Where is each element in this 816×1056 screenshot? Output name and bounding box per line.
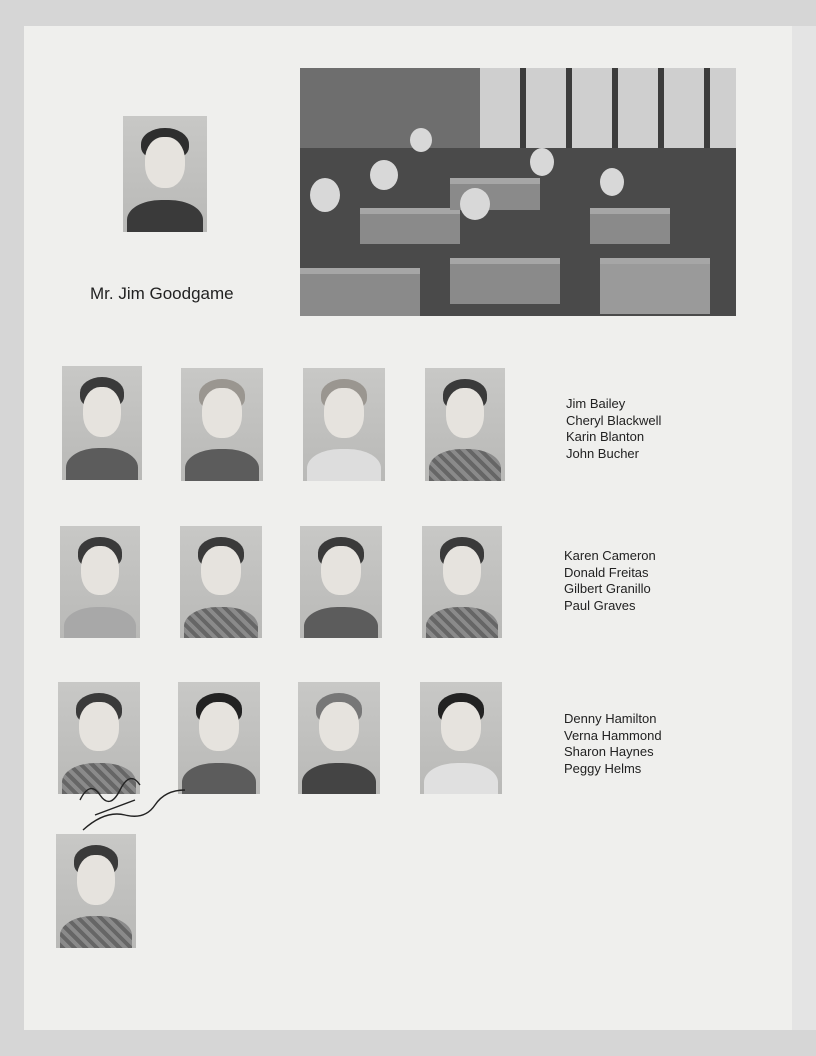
classroom-photo bbox=[300, 68, 736, 316]
student-name: Cheryl Blackwell bbox=[566, 412, 662, 428]
student-name: Karin Blanton bbox=[566, 429, 645, 444]
student-portrait bbox=[180, 526, 262, 638]
student-portrait bbox=[56, 834, 136, 948]
student-name: Karen Cameron bbox=[564, 548, 656, 563]
teacher-portrait bbox=[123, 116, 207, 232]
student-name: Donald Freitas bbox=[564, 564, 649, 580]
handwritten-signature bbox=[75, 760, 215, 840]
student-name: Peggy Helms bbox=[564, 760, 642, 776]
student-name: Jim Bailey bbox=[566, 396, 626, 411]
student-portrait bbox=[420, 682, 502, 794]
student-names-row-2 bbox=[564, 548, 656, 614]
student-name: Verna Hammond bbox=[564, 727, 662, 743]
student-name: Gilbert Granillo bbox=[564, 581, 651, 596]
student-portrait bbox=[422, 526, 502, 638]
student-name: John Bucher bbox=[566, 445, 639, 461]
student-name: Denny Hamilton bbox=[564, 711, 657, 726]
student-portrait bbox=[300, 526, 382, 638]
student-name: Sharon Haynes bbox=[564, 744, 654, 759]
page-edge-shadow bbox=[792, 26, 816, 1030]
student-names-row-3 bbox=[564, 711, 662, 777]
student-name: Paul Graves bbox=[564, 597, 636, 613]
teacher-name: Mr. Jim Goodgame bbox=[90, 284, 234, 303]
student-names-row-1 bbox=[566, 396, 661, 462]
student-portrait bbox=[425, 368, 505, 481]
student-portrait bbox=[62, 366, 142, 480]
student-portrait bbox=[181, 368, 263, 481]
student-portrait bbox=[303, 368, 385, 481]
student-portrait bbox=[298, 682, 380, 794]
student-portrait bbox=[60, 526, 140, 638]
